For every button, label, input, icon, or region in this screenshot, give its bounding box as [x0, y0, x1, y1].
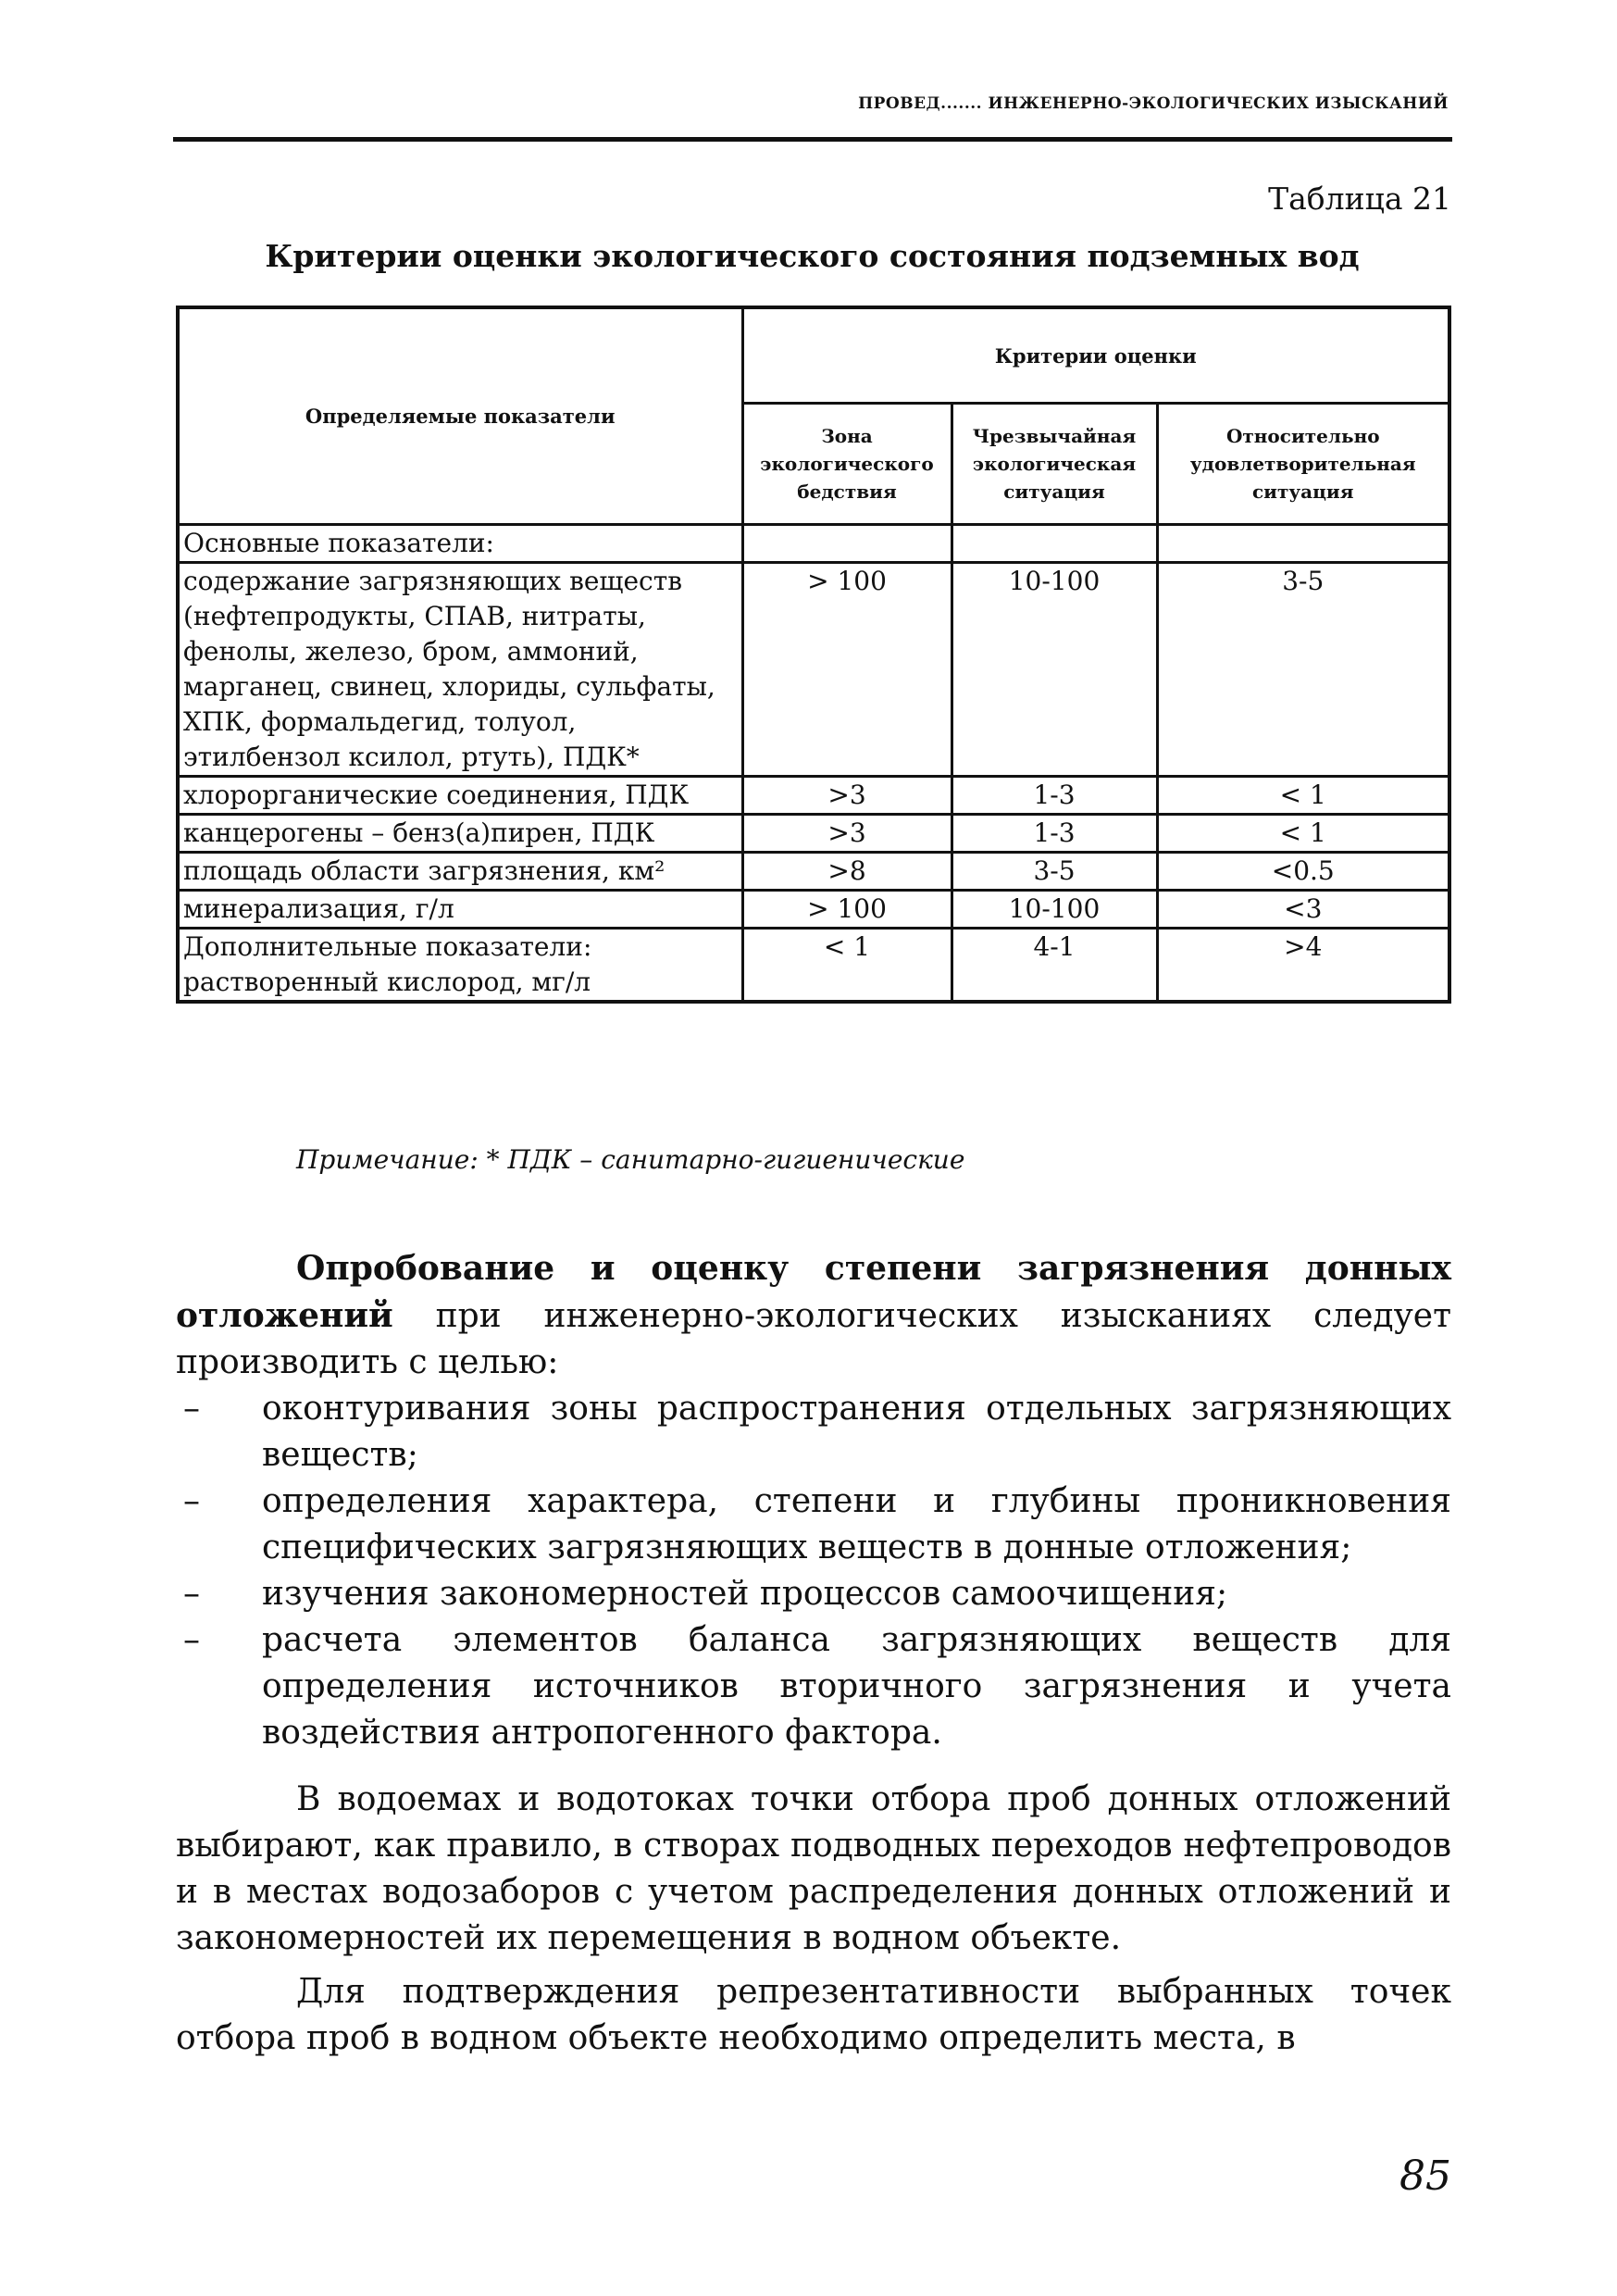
row-satisfactory-value: >4 [1157, 929, 1449, 1003]
header-satisfactory: Относительно удовлетворительная ситуация [1157, 404, 1449, 525]
row-indicator: канцерогены – бенз(а)пирен, ПДК [178, 815, 742, 853]
row-indicator: содержание загрязняющих веществ (нефтепродукты, СПАВ, нитраты, фенолы, железо, бром, аммоний, марганец, свинец, хлориды, сульфаты, ХПК, формальдегид, толуол, этилбензол ксилол, ртуть), ПДК* [178, 563, 742, 777]
row-indicator: хлорорганические соединения, ПДК [178, 777, 742, 815]
row-disaster-value: < 1 [742, 929, 952, 1003]
list-item [176, 1386, 1451, 1479]
list-item [176, 1479, 1451, 1571]
intro-lead: Опробование и оценку степени загрязнения донных отложений [176, 1249, 1451, 1335]
dash-marker: – [183, 1482, 200, 1520]
header-disaster-zone: Зона экологического бедствия [742, 404, 952, 525]
row-indicator: площадь области загрязнения, км² [178, 853, 742, 891]
header-indicators: Определяемые показатели [178, 307, 742, 525]
intro-paragraph [176, 1245, 1451, 1386]
header-emergency: Чрезвычайная экологическая ситуация [952, 404, 1157, 525]
criteria-table [176, 306, 1451, 1004]
table-row [178, 563, 1449, 777]
running-header: ПРОВЕД....... ИНЖЕНЕРНО-ЭКОЛОГИЧЕСКИХ ИЗЫСКАНИЙ [858, 94, 1449, 113]
table-number: Таблица 21 [1268, 181, 1451, 217]
row-emergency-value: 3-5 [952, 853, 1157, 891]
paragraph-sampling-points: В водоемах и водотоках точки отбора проб донных отложений выбирают, как правило, в створах подводных переходов нефтепроводов и в местах водозаборов с учетом распределения донных отложений и закономерностей их перемещения в водном объекте. [176, 1780, 1451, 1957]
table-row [178, 929, 1449, 1003]
list-item-text: оконтуривания зоны распространения отдельных загрязняющих веществ; [262, 1390, 1451, 1474]
dash-marker: – [183, 1390, 200, 1428]
dash-marker: – [183, 1575, 200, 1613]
intro-rest: при инженерно-экологических изысканиях следует производить с целью: [176, 1297, 1451, 1381]
table-title: Критерии оценки экологического состояния подземных вод [265, 238, 1360, 274]
dash-marker: – [183, 1621, 200, 1659]
table-note: Примечание: * ПДК – санитарно-гигиенические [296, 1144, 965, 1175]
header-rule [173, 137, 1452, 142]
row-emergency-value: 4-1 [952, 929, 1157, 1003]
row-disaster-value: >3 [742, 815, 952, 853]
table-section-row [178, 525, 1449, 563]
row-emergency-value: 1-3 [952, 815, 1157, 853]
row-disaster-value: > 100 [742, 563, 952, 777]
table-row [178, 777, 1449, 815]
list-item-text: расчета элементов баланса загрязняющих веществ для определения источников вторичного загрязнения и учета воздействия антропогенного фактора. [262, 1621, 1451, 1752]
table-row [178, 891, 1449, 929]
list-item-text: определения характера, степени и глубины проникновения специфических загрязняющих веществ в донные отложения; [262, 1482, 1451, 1566]
row-emergency-value: 10-100 [952, 563, 1157, 777]
row-emergency-value: 1-3 [952, 777, 1157, 815]
table-row [178, 853, 1449, 891]
body-text [176, 1245, 1451, 2062]
list-item [176, 1571, 1451, 1617]
row-satisfactory-value: 3-5 [1157, 563, 1449, 777]
row-indicator: Дополнительные показатели: растворенный кислород, мг/л [178, 929, 742, 1003]
row-satisfactory-value: <0.5 [1157, 853, 1449, 891]
paragraph-representativeness: Для подтверждения репрезентативности выбранных точек отбора проб в водном объекте необходимо определить места, в [176, 1973, 1451, 2057]
row-satisfactory-value: < 1 [1157, 777, 1449, 815]
row-satisfactory-value: < 1 [1157, 815, 1449, 853]
row-disaster-value: >3 [742, 777, 952, 815]
row-emergency-value: 10-100 [952, 891, 1157, 929]
row-disaster-value: >8 [742, 853, 952, 891]
list-item [176, 1617, 1451, 1756]
row-disaster-value: > 100 [742, 891, 952, 929]
list-item-text: изучения закономерностей процессов самоочищения; [262, 1575, 1228, 1613]
row-satisfactory-value: <3 [1157, 891, 1449, 929]
row-indicator: минерализация, г/л [178, 891, 742, 929]
section-main-label: Основные показатели: [178, 525, 742, 563]
page-number: 85 [1399, 2152, 1451, 2200]
table-header-row [178, 307, 1449, 404]
bullet-list [176, 1386, 1451, 1756]
table-row [178, 815, 1449, 853]
header-criteria: Критерии оценки [742, 307, 1449, 404]
